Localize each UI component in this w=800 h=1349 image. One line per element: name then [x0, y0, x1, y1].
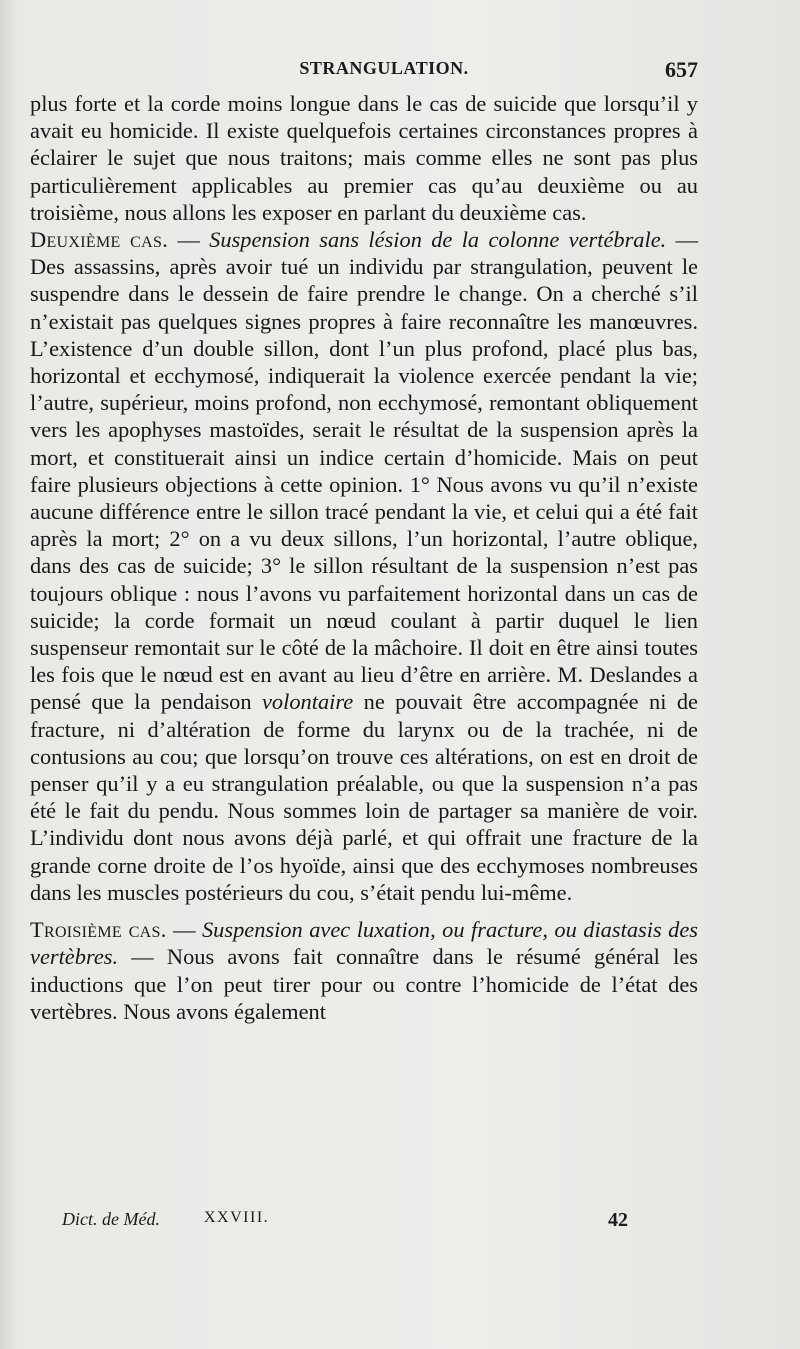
case-text-deuxieme-a: — Des assassins, après avoir tué un individu par strangulation, peuvent le suspendre dans le dessein de faire prendre le change. On a cherché s’il n’existait pas quelques signes propres à faire reconnaître les manœuvres. L’existence d’un double sillon, dont l’un plus profond, placé plus bas, horizontal et ecchymosé, indiquerait la violence exercée pendant la vie; l’autre, supérieur, moins profond, non ecchymosé, remontant obliquement vers les apophyses mastoïdes, serait le résultat de la suspension après la mort, et constituerait ainsi un indice certain d’homicide. Mais on peut faire plusieurs objections à cette opinion. 1° Nous avons vu qu’il n’existe aucune différence entre le sillon tracé pendant la vie, et celui qui a été fait après la mort; 2° on a vu deux sillons, l’un horizontal, l’autre oblique, dans des cas de suicide; 3° le sillon résultant de la suspension n’est pas toujours oblique : nous l’avons vu parfaitement horizontal dans un cas de suicide; la corde formait un nœud coulant à partir duquel le lien suspenseur remontait sur le côté de la mâchoire. Il doit en être ainsi toutes les fois que le nœud est en avant au lieu d’être en arrière. M. Deslandes a pensé que la pendaison — [30, 227, 698, 715]
paragraph-intro: plus forte et la corde moins longue dans le cas de suicide que lorsqu’il y avait eu homicide. Il existe quelquefois certaines circonstances propres à éclairer le sujet que nous traitons; mais comme elles ne sont pas plus particulièrement applicables au premier cas qu’au deuxième ou au troisième, nous allons les exposer en parlant du deuxième cas. — [30, 91, 698, 225]
case-title-deuxieme: Suspension sans lésion de la colonne vertébrale. — [209, 227, 667, 253]
paragraph-troisieme-cas — [30, 916, 698, 1025]
case-dash: — — [166, 917, 202, 943]
case-dash: — — [168, 227, 210, 253]
footer-volume: XXVIII. — [204, 1209, 270, 1226]
case-heading-deuxieme: Deuxième cas. — [30, 227, 169, 253]
footer-reference: Dict. de Méd. — [62, 1209, 160, 1229]
running-title: STRANGULATION. — [299, 58, 469, 78]
page-number: 657 — [665, 57, 698, 82]
case-title-troisieme: Suspension avec luxation, ou fracture, ou diastasis des vertèbres. — [30, 917, 698, 970]
case-heading-troisieme: Troisième cas. — [30, 917, 167, 943]
page-header — [30, 58, 698, 88]
case-text-deuxieme-b: ne pouvait être accompagnée ni de fracture, ni d’altération de forme du larynx ou de la trachée, ni de contusions au cou; que lorsqu’on trouve ces altérations, on est en droit de penser qu’il y a eu strangulation préalable, ou que la suspension n’a pas été le fait du pendu. Nous sommes loin de partager sa manière de voir. L’individu dont nous avons déjà parlé, et qui offrait une fracture de la grande corne droite de l’os hyoïde, ainsi que des ecchymoses nombreuses dans les muscles postérieurs du cou, s’était pendu lui-même. — [30, 689, 698, 905]
italic-word-volontaire: volontaire — [261, 689, 354, 715]
paragraph-deuxieme-cas — [30, 226, 698, 906]
body-text — [30, 90, 698, 1025]
case-text-troisieme: — Nous avons fait connaître dans le résumé général les inductions que l’on peut tirer pour ou contre l’homicide de l’état des vertèbres. Nous avons également — [30, 944, 698, 1024]
footer-signature: 42 — [608, 1209, 628, 1231]
page-footer — [30, 1209, 698, 1239]
